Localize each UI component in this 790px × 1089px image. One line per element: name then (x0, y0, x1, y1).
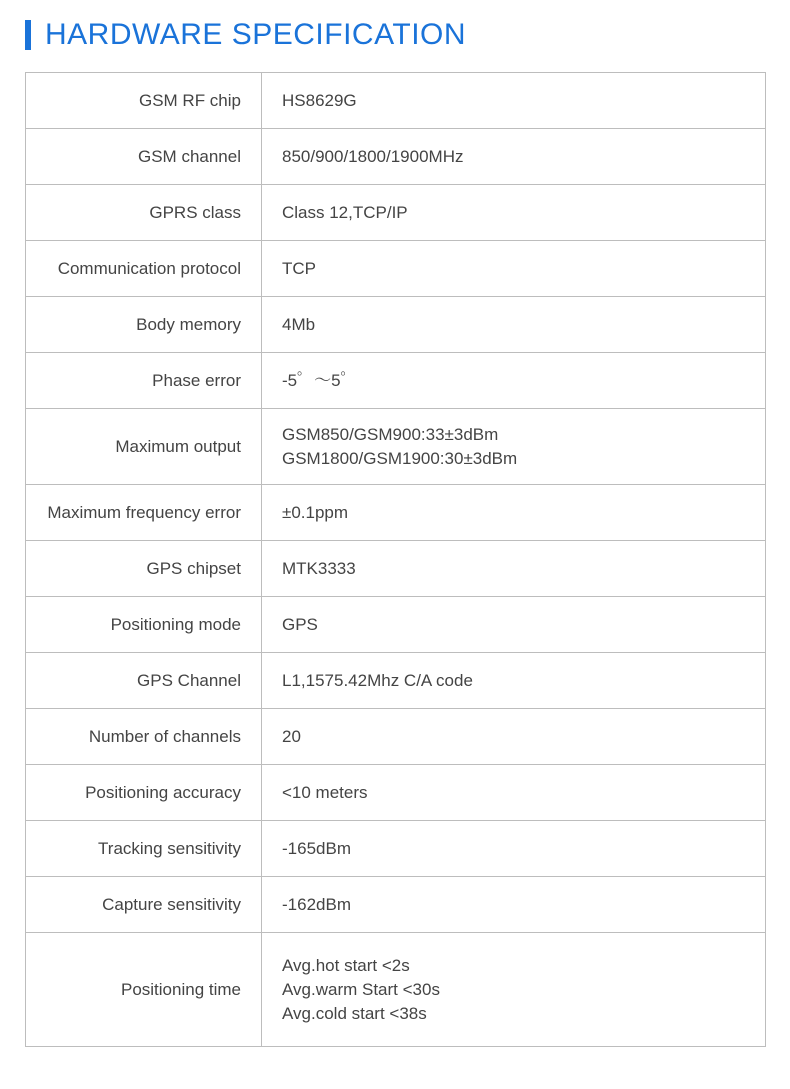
spec-row (26, 241, 766, 297)
spec-value-line: 850/900/1800/1900MHz (282, 146, 464, 166)
spec-row (26, 73, 766, 129)
spec-label: GPS chipset (26, 541, 262, 597)
spec-table-body (26, 73, 766, 1047)
spec-value-line: -162dBm (282, 894, 351, 914)
section-header (25, 18, 466, 52)
spec-value-line: HS8629G (282, 90, 357, 110)
spec-row (26, 821, 766, 877)
spec-row (26, 877, 766, 933)
spec-row (26, 485, 766, 541)
spec-label: Maximum frequency error (26, 485, 262, 541)
spec-value-line: L1,1575.42Mhz C/A code (282, 670, 473, 690)
spec-value (262, 485, 766, 541)
spec-row (26, 765, 766, 821)
spec-value (262, 541, 766, 597)
spec-row (26, 297, 766, 353)
spec-value (262, 597, 766, 653)
spec-label: Positioning mode (26, 597, 262, 653)
spec-row (26, 129, 766, 185)
spec-value-line: Class 12,TCP/IP (282, 202, 408, 222)
spec-value (262, 933, 766, 1047)
spec-row (26, 597, 766, 653)
spec-label: Capture sensitivity (26, 877, 262, 933)
spec-value-line: <10 meters (282, 782, 368, 802)
spec-label: Body memory (26, 297, 262, 353)
spec-value (262, 409, 766, 485)
spec-label: Positioning accuracy (26, 765, 262, 821)
spec-value-line: GPS (282, 614, 318, 634)
spec-label: Positioning time (26, 933, 262, 1047)
spec-value (262, 709, 766, 765)
spec-row (26, 541, 766, 597)
spec-label: GSM channel (26, 129, 262, 185)
spec-value-line: GSM850/GSM900:33±3dBm (282, 424, 499, 444)
spec-label: Tracking sensitivity (26, 821, 262, 877)
spec-label: GPRS class (26, 185, 262, 241)
spec-value (262, 129, 766, 185)
spec-label: GPS Channel (26, 653, 262, 709)
spec-value (262, 877, 766, 933)
spec-value-line: -5゜～5゜ (282, 370, 358, 390)
spec-table (25, 72, 766, 1047)
spec-label: Phase error (26, 353, 262, 409)
spec-value (262, 821, 766, 877)
spec-value (262, 73, 766, 129)
spec-value (262, 653, 766, 709)
spec-value-line: 4Mb (282, 314, 316, 334)
spec-value-line: -165dBm (282, 838, 351, 858)
spec-value (262, 765, 766, 821)
spec-label: Maximum output (26, 409, 262, 485)
spec-label: Number of channels (26, 709, 262, 765)
accent-bar (25, 20, 31, 50)
spec-value-line: 20 (282, 726, 301, 746)
spec-value-line: Avg.warm Start <30s (282, 979, 440, 999)
spec-value-line: Avg.hot start <2s (282, 955, 410, 975)
spec-row (26, 709, 766, 765)
spec-row (26, 933, 766, 1047)
spec-value (262, 185, 766, 241)
spec-value-line: Avg.cold start <38s (282, 1003, 427, 1023)
spec-value (262, 297, 766, 353)
spec-row (26, 653, 766, 709)
spec-value (262, 241, 766, 297)
spec-value-line: ±0.1ppm (282, 502, 349, 522)
spec-row (26, 185, 766, 241)
spec-value-line: MTK3333 (282, 558, 356, 578)
spec-value-line: TCP (282, 258, 316, 278)
page-title: HARDWARE SPECIFICATION (45, 18, 467, 51)
spec-row (26, 353, 766, 409)
spec-label: Communication protocol (26, 241, 262, 297)
spec-label: GSM RF chip (26, 73, 262, 129)
spec-value (262, 353, 766, 409)
spec-row (26, 409, 766, 485)
spec-value-line: GSM1800/GSM1900:30±3dBm (282, 448, 518, 468)
